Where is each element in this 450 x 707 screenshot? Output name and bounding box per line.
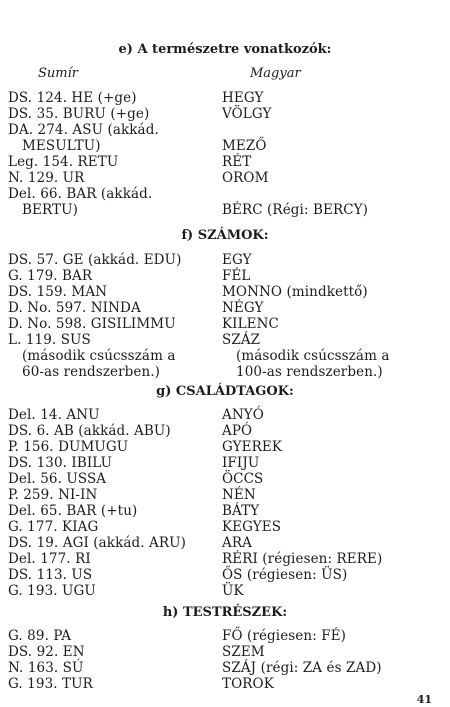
hungarian-term: KILENC <box>222 316 279 332</box>
hungarian-term: TOROK <box>222 676 274 692</box>
section-heading-family: g) CSALÁDTAGOK: <box>156 384 294 399</box>
sumerian-term: D. No. 597. NINDA <box>8 300 141 316</box>
hungarian-term: FŐ (régiesen: FÉ) <box>222 628 347 644</box>
sumerian-term: P. 259. NI-IN <box>8 487 98 503</box>
section-heading-nature: e) A természetre vonatkozók: <box>118 42 332 57</box>
sumerian-term: N. 129. UR <box>8 170 85 186</box>
sumerian-term: DS. 124. HE (+ge) <box>8 90 137 106</box>
sumerian-term: Del. 56. USSA <box>8 471 107 487</box>
sumerian-term: DS. 57. GE (akkád. EDU) <box>8 252 182 268</box>
hungarian-term: EGY <box>222 252 252 268</box>
hungarian-term: ARA <box>222 535 252 551</box>
sumerian-term: DS. 6. AB (akkád. ABU) <box>8 423 171 439</box>
hungarian-note: 100-as rendszerben.) <box>236 364 383 380</box>
sumerian-note: (második csúcsszám a <box>22 348 176 364</box>
sumerian-term: DS. 35. BURU (+ge) <box>8 106 150 122</box>
hungarian-term: SZEM <box>222 644 265 660</box>
hungarian-term: BÁTY <box>222 503 260 519</box>
page-number: 41 <box>416 693 432 706</box>
sumerian-term: DS. 92. EN <box>8 644 85 660</box>
hungarian-term: HEGY <box>222 90 264 106</box>
sumerian-term-continued: MESULTU) <box>22 138 101 154</box>
hungarian-term: APÓ <box>222 423 253 439</box>
hungarian-term: NÉGY <box>222 300 264 316</box>
hungarian-term: ÖCCS <box>222 471 264 487</box>
hungarian-term: MONNO (mindkettő) <box>222 284 368 300</box>
hungarian-term: KEGYES <box>222 519 282 535</box>
hungarian-term: MEZŐ <box>222 138 267 154</box>
sumerian-term: Leg. 154. RETU <box>8 154 119 170</box>
hungarian-term: IFIJU <box>222 455 260 471</box>
sumerian-term: DS. 19. AGI (akkád. ARU) <box>8 535 186 551</box>
hungarian-term: SZÁZ <box>222 332 261 348</box>
sumerian-term: G. 177. KIAG <box>8 519 99 535</box>
hungarian-term: NÉN <box>222 487 256 503</box>
hungarian-term: SZÁJ (régi: ZA és ZAD) <box>222 660 382 676</box>
hungarian-term: OROM <box>222 170 269 186</box>
section-heading-body-parts: h) TESTRÉSZEK: <box>162 605 288 620</box>
hungarian-term: ŐS (régiesen: ÜS) <box>222 567 348 583</box>
sumerian-term: G. 193. TUR <box>8 676 93 692</box>
sumerian-term-continued: BERTU) <box>22 202 78 218</box>
hungarian-term: BÉRC (Régi: BERCY) <box>222 202 369 218</box>
sumerian-term: Del. 177. RI <box>8 551 91 567</box>
sumerian-term: D. No. 598. GISILIMMU <box>8 316 176 332</box>
sumerian-term: P. 156. DUMUGU <box>8 439 129 455</box>
hungarian-term: VÖLGY <box>222 106 272 122</box>
sumerian-term: Del. 65. BAR (+tu) <box>8 503 138 519</box>
hungarian-term: ÜK <box>222 583 244 599</box>
column-header-hungarian: Magyar <box>250 66 301 81</box>
sumerian-term: DS. 113. US <box>8 567 93 583</box>
sumerian-term: L. 119. SUS <box>8 332 91 348</box>
sumerian-term: DS. 130. IBILU <box>8 455 113 471</box>
column-header-sumerian: Sumír <box>38 66 78 81</box>
sumerian-term: N. 163. SÚ <box>8 660 84 676</box>
sumerian-note: 60-as rendszerben.) <box>22 364 161 380</box>
sumerian-term: G. 89. PA <box>8 628 72 644</box>
hungarian-term: FÉL <box>222 268 251 284</box>
hungarian-term: RÉT <box>222 154 252 170</box>
hungarian-note: (második csúcsszám a <box>236 348 390 364</box>
sumerian-term: G. 193. UGU <box>8 583 96 599</box>
hungarian-term: ANYÓ <box>222 407 264 423</box>
sumerian-term: G. 179. BAR <box>8 268 93 284</box>
section-heading-numbers: f) SZÁMOK: <box>181 228 269 243</box>
sumerian-term: Del. 14. ANU <box>8 407 100 423</box>
hungarian-term: RÉRI (régiesen: RERE) <box>222 551 383 567</box>
sumerian-term: DS. 159. MAN <box>8 284 108 300</box>
sumerian-term: DA. 274. ASU (akkád. <box>8 122 159 138</box>
sumerian-term: Del. 66. BAR (akkád. <box>8 186 153 202</box>
hungarian-term: GYEREK <box>222 439 283 455</box>
